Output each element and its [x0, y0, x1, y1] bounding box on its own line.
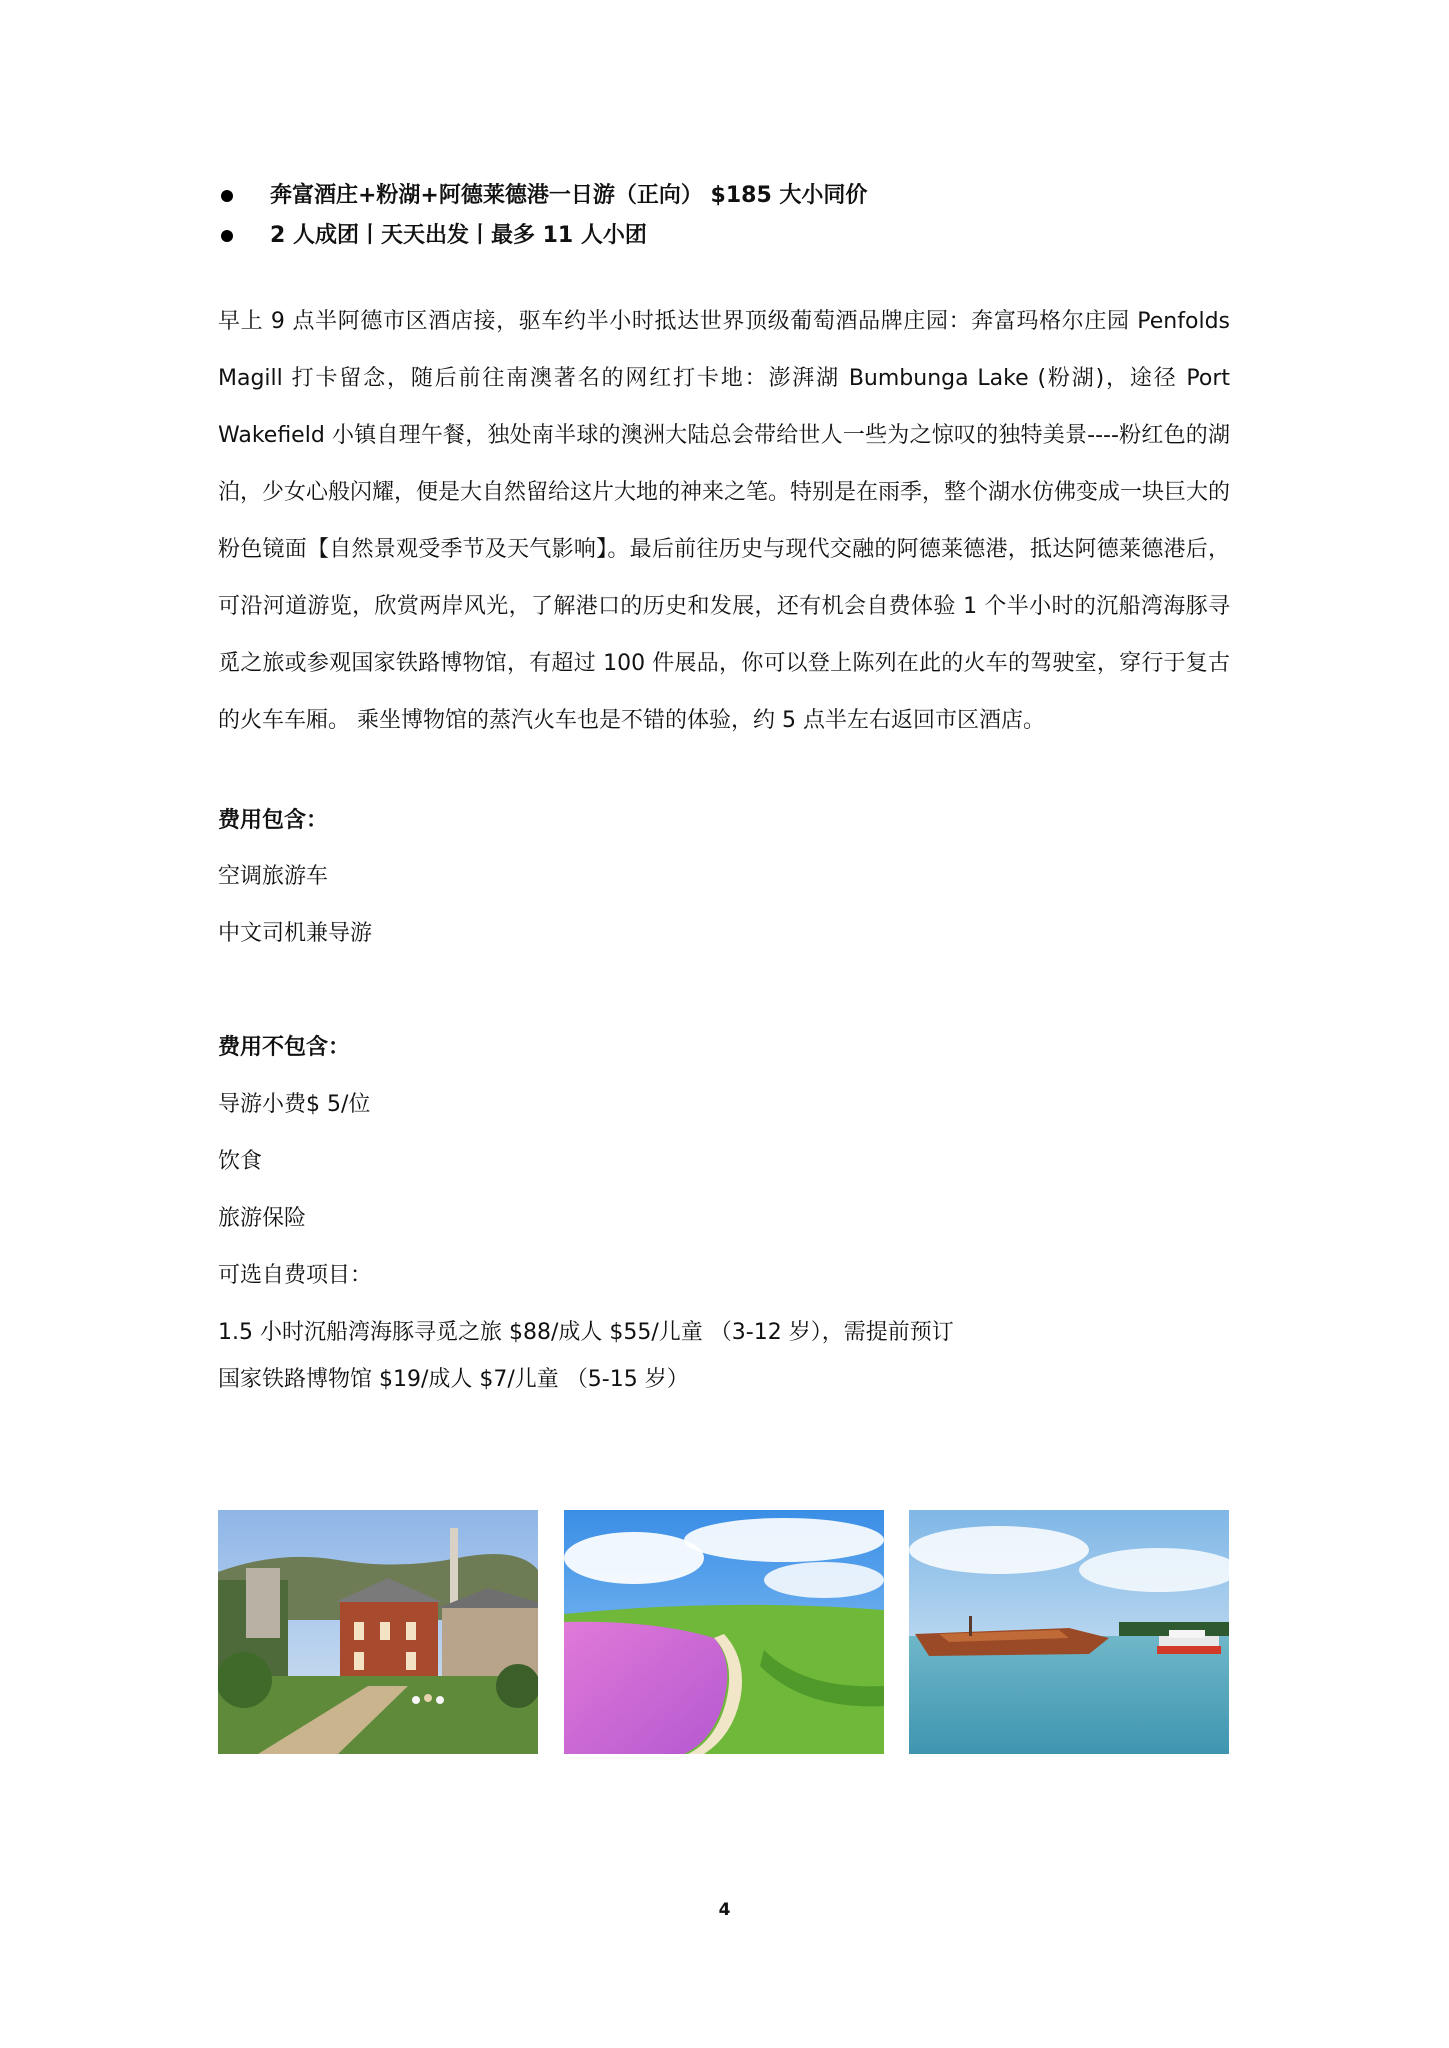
tour-title: 奔富酒庄+粉湖+阿德莱德港一日游（正向） $185 大小同价 — [270, 183, 868, 208]
tour-description: 早上 9 点半阿德市区酒店接，驱车约半小时抵达世界顶级葡萄酒品牌庄园：奔富玛格尔庄园 Penfolds Magill 打卡留念，随后前往南澳著名的网红打卡地：澎湃湖 Bumbunga Lake (粉湖)，途径 Port Wakefield 小镇自理午餐，独处南半球的澳洲大陆总会带给世人一些为之惊叹的独特美景----粉红色的湖泊，少女心般闪耀，便是大自然留给这片大地的神来之笔。特别是在雨季，整个湖水仿佛变成一块巨大的粉色镜面【自然景观受季节及天气影响】。最后前往历史与现代交融的阿德莱德港，抵达阿德莱德港后，可沿河道游览，欣赏两岸风光，了解港口的历史和发展，还有机会自费体验 1 个半小时的沉船湾海豚寻觅之旅或参观国家铁路博物馆，有超过 100 件展品，你可以登上陈列在此的火车的驾驶室，穿行于复古的火车车厢。 乘坐博物馆的蒸汽火车也是不错的体验，约 5 点半左右返回市区酒店。 — [218, 309, 1231, 733]
tour-group-info-bullet — [218, 216, 867, 256]
optional-heading: 可选自费项目： — [218, 1263, 373, 1288]
winery-photo — [218, 1510, 538, 1754]
optional-item: 1.5 小时沉船湾海豚寻觅之旅 $88/成人 $55/儿童 （3-12 岁），需提前预订 — [218, 1320, 954, 1345]
excluded-item: 导游小费$ 5/位 — [218, 1092, 371, 1117]
included-item: 中文司机兼导游 — [218, 921, 373, 946]
tour-title-bullet — [218, 176, 867, 216]
tour-summary-list — [218, 176, 867, 256]
pink-lake-photo — [564, 1510, 884, 1754]
excluded-item: 旅游保险 — [218, 1206, 307, 1231]
tour-group-info: 2 人成团丨天天出发丨最多 11 人小团 — [270, 223, 647, 248]
shipwreck-bay-photo — [909, 1510, 1229, 1754]
excluded-item: 饮食 — [218, 1149, 263, 1174]
page-number: 4 — [718, 1900, 731, 1920]
included-item: 空调旅游车 — [218, 864, 329, 889]
bullet-icon — [221, 190, 233, 202]
bullet-icon — [221, 230, 233, 242]
excluded-heading: 费用不包含： — [218, 1035, 351, 1060]
optional-item: 国家铁路博物馆 $19/成人 $7/儿童 （5-15 岁） — [218, 1367, 689, 1392]
included-heading: 费用包含： — [218, 808, 329, 833]
